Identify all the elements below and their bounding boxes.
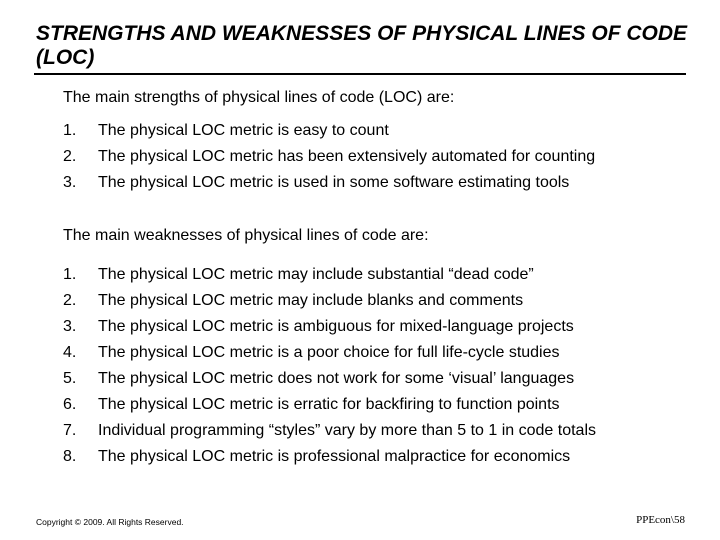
weakness-item — [63, 444, 596, 470]
weakness-item — [63, 288, 596, 314]
item-text: The physical LOC metric is used in some software estimating tools — [98, 174, 570, 191]
item-number: 3. — [63, 318, 77, 335]
item-number: 6. — [63, 396, 77, 413]
weakness-item — [63, 366, 596, 392]
item-number: 4. — [63, 344, 77, 361]
strengths-list — [63, 118, 595, 196]
item-text: The physical LOC metric has been extensively automated for counting — [98, 148, 596, 165]
weakness-item — [63, 418, 596, 444]
weakness-item — [63, 392, 596, 418]
item-text: The physical LOC metric may include blanks and comments — [98, 292, 524, 309]
strengths-intro: The main strengths of physical lines of code (LOC) are: — [63, 89, 455, 106]
item-text: The physical LOC metric is ambiguous for mixed-language projects — [98, 318, 574, 335]
strength-item — [63, 170, 595, 196]
item-text: The physical LOC metric is professional malpractice for economics — [98, 448, 571, 465]
item-text: The physical LOC metric is easy to count — [98, 122, 389, 139]
strength-item — [63, 144, 595, 170]
slide-title: STRENGTHS AND WEAKNESSES OF PHYSICAL LINES OF CODE (LOC) — [36, 22, 688, 69]
item-text: The physical LOC metric may include substantial “dead code” — [98, 266, 534, 283]
item-number: 2. — [63, 148, 77, 165]
weakness-item — [63, 262, 596, 288]
item-text: Individual programming “styles” vary by more than 5 to 1 in code totals — [98, 422, 597, 439]
item-text: The physical LOC metric does not work for some ‘visual’ languages — [98, 370, 575, 387]
weakness-item — [63, 314, 596, 340]
item-number: 8. — [63, 448, 77, 465]
item-number: 2. — [63, 292, 77, 309]
item-number: 7. — [63, 422, 77, 439]
item-number: 5. — [63, 370, 77, 387]
title-underline — [34, 73, 686, 75]
item-number: 3. — [63, 174, 77, 191]
weaknesses-list — [63, 262, 596, 470]
weaknesses-intro: The main weaknesses of physical lines of code are: — [63, 227, 429, 244]
strength-item — [63, 118, 595, 144]
weakness-item — [63, 340, 596, 366]
page-reference: PPEcon\58 — [636, 514, 685, 526]
copyright-notice: Copyright © 2009. All Rights Reserved. — [36, 517, 184, 527]
item-number: 1. — [63, 266, 77, 283]
item-number: 1. — [63, 122, 77, 139]
item-text: The physical LOC metric is a poor choice for full life-cycle studies — [98, 344, 560, 361]
item-text: The physical LOC metric is erratic for backfiring to function points — [98, 396, 560, 413]
